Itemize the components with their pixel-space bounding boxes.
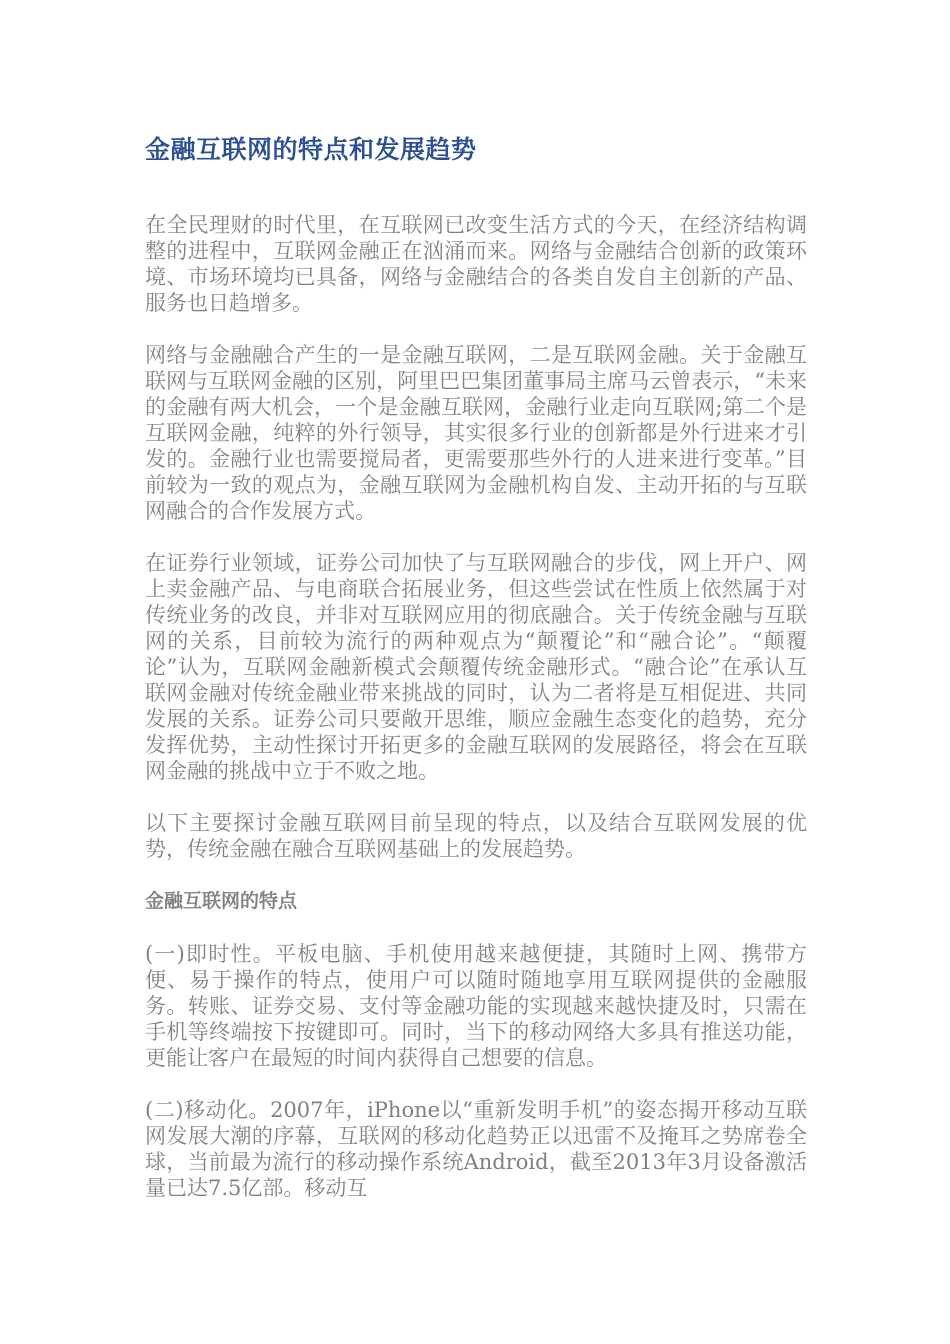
paragraph-intro: 在全民理财的时代里，在互联网已改变生活方式的今天，在经济结构调整的进程中，互联网金融正在汹涌而来。网络与金融结合创新的政策环境、市场环境均已具备，网络与金融结合的各类自发自主创新的产品、服务也日趋增多。 (145, 213, 807, 315)
section-heading: 金融互联网的特点 (145, 890, 298, 912)
document-content (145, 132, 807, 1227)
paragraph-securities: 在证券行业领域，证券公司加快了与互联网融合的步伐，网上开户、网上卖金融产品、与电商联合拓展业务，但这些尝试在性质上依然属于对传统业务的改良，并非对互联网应用的彻底融合。关于传统金融与互联网的关系，目前较为流行的两种观点为“颠覆论”和“融合论”。“颠覆论”认为，互联网金融新模式会颠覆传统金融形式。“融合论”在承认互联网金融对传统金融业带来挑战的同时，认为二者将是互相促进、共同发展的关系。证券公司只要敞开思维，顺应金融生态变化的趋势，充分发挥优势，主动性探讨开拓更多的金融互联网的发展路径，将会在互联网金融的挑战中立于不败之地。 (145, 551, 807, 783)
paragraph-mobility: (二)移动化。2007年，iPhone以“重新发明手机”的姿态揭开移动互联网发展大潮的序幕，互联网的移动化趋势正以迅雷不及掩耳之势席卷全球，当前最为流行的移动操作系统Android，截至2013年3月设备激活量已达7.5亿部。移动互 (145, 1098, 807, 1200)
page-title: 金融互联网的特点和发展趋势 (145, 135, 477, 164)
paragraph-definition: 网络与金融融合产生的一是金融互联网，二是互联网金融。关于金融互联网与互联网金融的区别，阿里巴巴集团董事局主席马云曾表示，“未来的金融有两大机会，一个是金融互联网，金融行业走向互联网;第二个是互联网金融，纯粹的外行领导，其实很多行业的创新都是外行进来才引发的。金融行业也需要搅局者，更需要那些外行的人进来进行变革。”目前较为一致的观点为，金融互联网为金融机构自发、主动开拓的与互联网融合的合作发展方式。 (145, 343, 807, 523)
paragraph-immediacy: (一)即时性。平板电脑、手机使用越来越便捷，其随时上网、携带方便、易于操作的特点，使用户可以随时随地享用互联网提供的金融服务。转账、证券交易、支付等金融功能的实现越来越快捷及时，只需在手机等终端按下按键即可。同时，当下的移动网络大多具有推送功能，更能让客户在最短的时间内获得自己想要的信息。 (145, 942, 807, 1070)
paragraph-overview: 以下主要探讨金融互联网目前呈现的特点，以及结合互联网发展的优势，传统金融在融合互联网基础上的发展趋势。 (145, 811, 807, 861)
